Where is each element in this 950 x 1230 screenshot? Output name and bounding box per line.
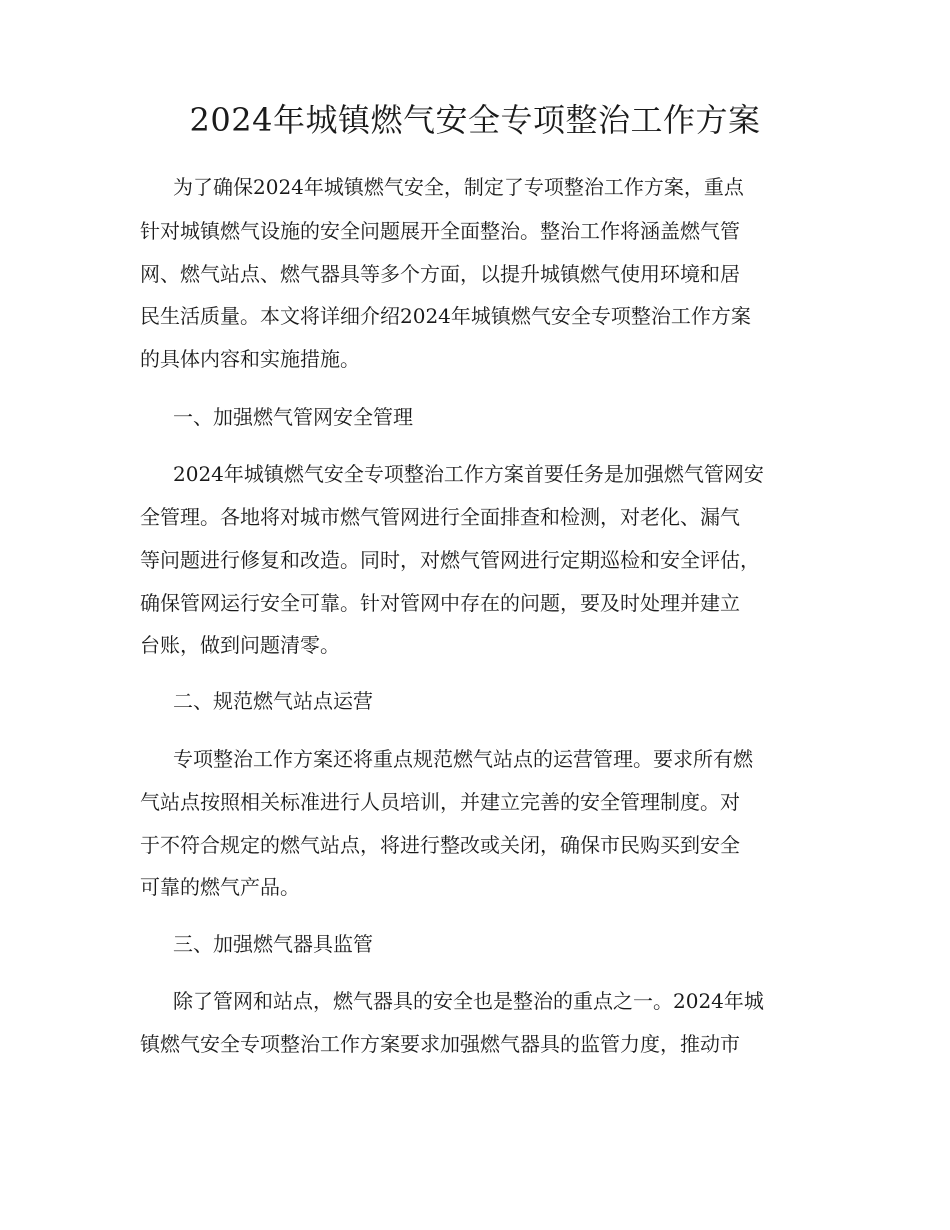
paragraph-station-line: 气站点按照相关标准进行人员培训，并建立完善的安全管理制度。对 (140, 790, 740, 814)
paragraph-pipeline-line: 确保管网运行安全可靠。针对管网中存在的问题，要及时处理并建立 (140, 591, 740, 615)
paragraph-intro-line: 民生活质量。本文将详细介绍2024年城镇燃气安全专项整治工作方案 (140, 304, 751, 328)
section-heading-2: 二、规范燃气站点运营 (173, 689, 373, 713)
paragraph-intro-line: 网、燃气站点、燃气器具等多个方面，以提升城镇燃气使用环境和居 (140, 262, 740, 286)
paragraph-pipeline-line: 2024年城镇燃气安全专项整治工作方案首要任务是加强燃气管网安 (173, 462, 764, 486)
section-heading-1: 一、加强燃气管网安全管理 (173, 405, 413, 429)
paragraph-station-line: 可靠的燃气产品。 (140, 875, 300, 899)
paragraph-intro-line: 的具体内容和实施措施。 (140, 347, 360, 371)
section-heading-3: 三、加强燃气器具监管 (173, 932, 373, 956)
paragraph-pipeline-line: 全管理。各地将对城市燃气管网进行全面排查和检测，对老化、漏气 (140, 505, 740, 529)
paragraph-appliance-line: 除了管网和站点，燃气器具的安全也是整治的重点之一。2024年城 (173, 989, 764, 1013)
paragraph-intro-line: 针对城镇燃气设施的安全问题展开全面整治。整治工作将涵盖燃气管 (140, 219, 740, 243)
paragraph-station-line: 于不符合规定的燃气站点，将进行整改或关闭，确保市民购买到安全 (140, 833, 740, 857)
paragraph-intro-line: 为了确保2024年城镇燃气安全，制定了专项整治工作方案，重点 (173, 175, 744, 199)
paragraph-pipeline-line: 台账，做到问题清零。 (140, 633, 340, 657)
paragraph-appliance-line: 镇燃气安全专项整治工作方案要求加强燃气器具的监管力度，推动市 (140, 1032, 740, 1056)
paragraph-pipeline-line: 等问题进行修复和改造。同时，对燃气管网进行定期巡检和安全评估， (140, 548, 760, 572)
document-title: 2024年城镇燃气安全专项整治工作方案 (189, 101, 761, 139)
paragraph-station-line: 专项整治工作方案还将重点规范燃气站点的运营管理。要求所有燃 (173, 747, 753, 771)
